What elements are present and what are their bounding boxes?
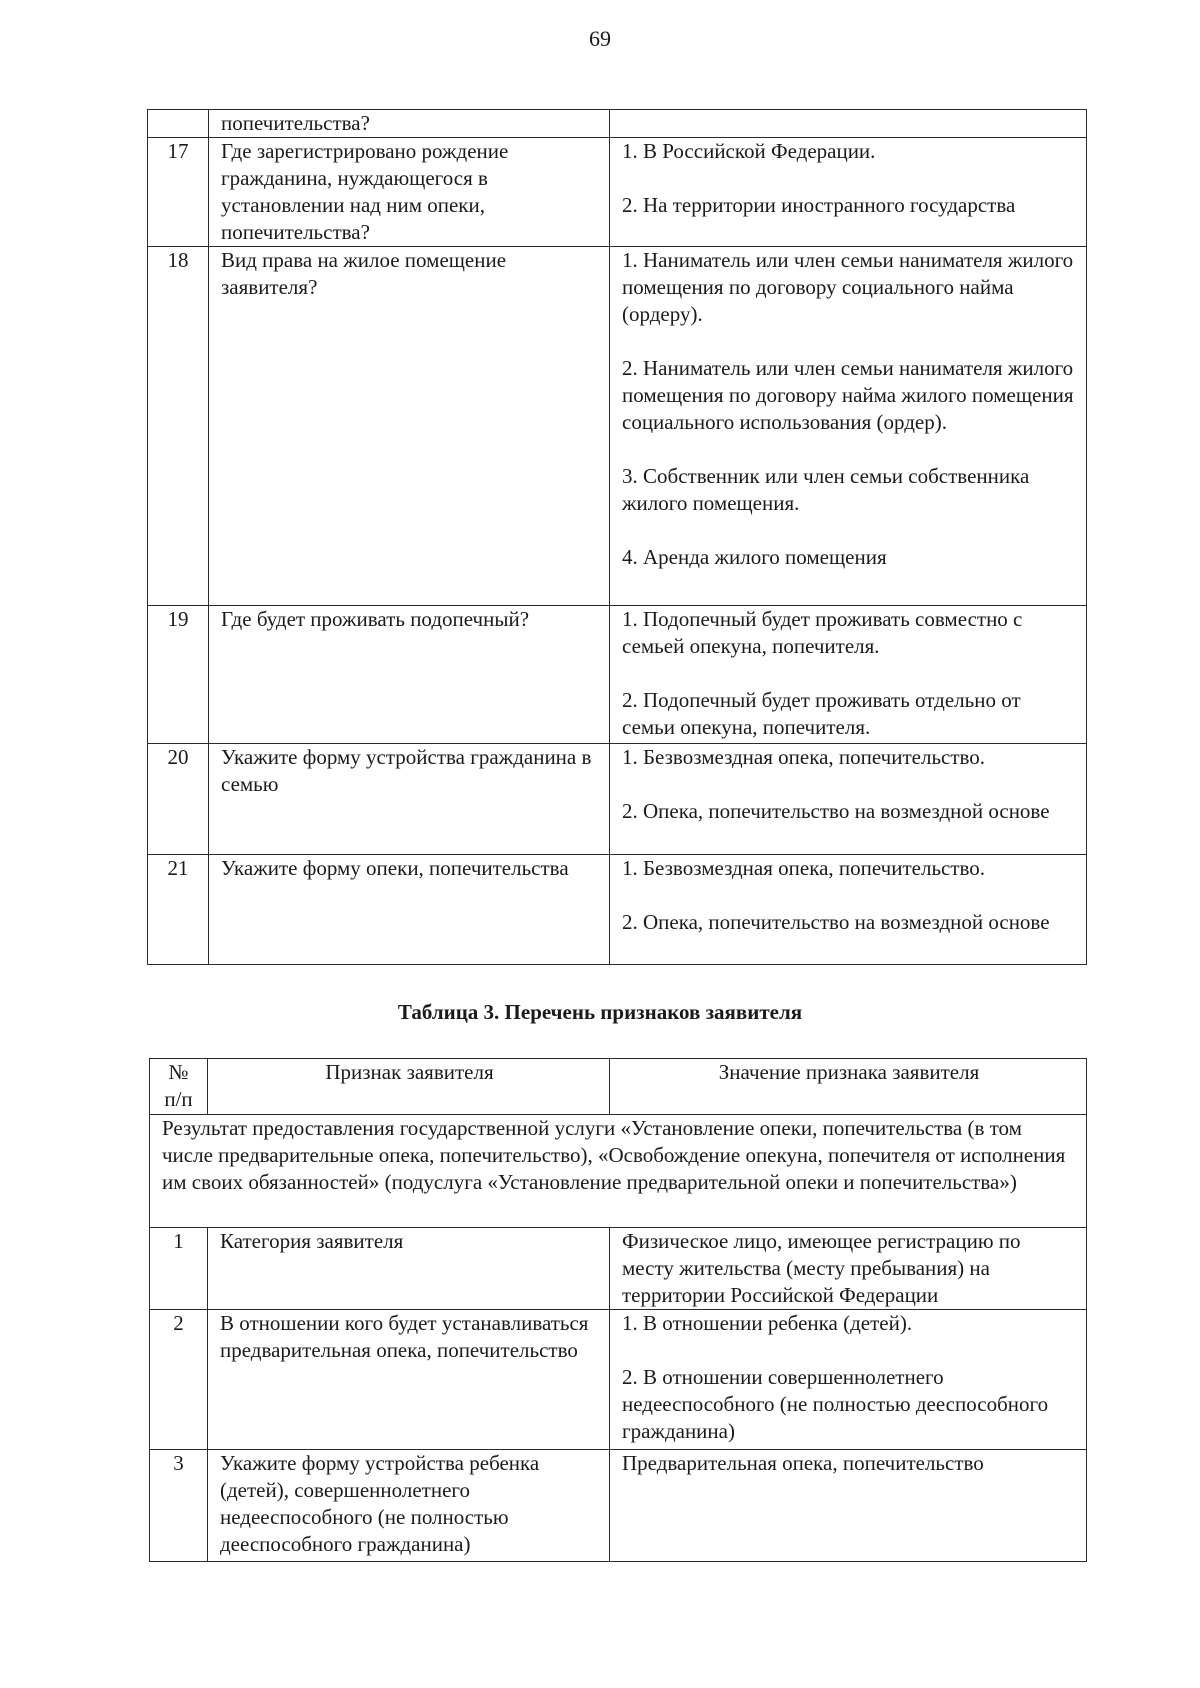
feature-cell: Категория заявителя — [208, 1228, 610, 1310]
row-number: 2 — [150, 1310, 208, 1450]
column-header-value: Значение признака заявителя — [610, 1059, 1087, 1115]
feature-cell: В отношении кого будет устанавливаться предварительная опека, попечительство — [208, 1310, 610, 1450]
value-cell: Физическое лицо, имеющее регистрацию по месту жительства (месту пребывания) на территории Российской Федерации — [610, 1228, 1087, 1310]
row-number: 19 — [148, 606, 209, 744]
question-cell: Где будет проживать подопечный? — [209, 606, 610, 744]
table-caption: Таблица 3. Перечень признаков заявителя — [397, 1000, 803, 1024]
row-number: 1 — [150, 1228, 208, 1310]
questions-table — [147, 109, 1087, 965]
row-number: 17 — [148, 138, 209, 247]
section-row — [150, 1115, 1087, 1228]
answer-cell: 1. Наниматель или член семьи нанимателя жилого помещения по договору социального найма (ордеру). 2. Наниматель или член семьи нанимателя жилого помещения по договору найма жилого помещения социального использования (ордер). 3. Собственник или член семьи собственника жилого помещения. 4. Аренда жилого помещения — [610, 247, 1087, 606]
question-cell: Укажите форму опеки, попечительства — [209, 855, 610, 965]
table-row — [150, 1450, 1087, 1562]
answer-cell: 1. В Российской Федерации. 2. На территории иностранного государства — [610, 138, 1087, 247]
question-cell: Где зарегистрировано рождение гражданина, нуждающегося в установлении над ним опеки, попечительства? — [209, 138, 610, 247]
column-header-feature: Признак заявителя — [208, 1059, 610, 1115]
answer-cell: 1. Безвозмездная опека, попечительство. 2. Опека, попечительство на возмездной основе — [610, 744, 1087, 855]
answer-cell: 1. Подопечный будет проживать совместно с семьей опекуна, попечителя. 2. Подопечный будет проживать отдельно от семьи опекуна, попечителя. — [610, 606, 1087, 744]
answer-cell: 1. Безвозмездная опека, попечительство. 2. Опека, попечительство на возмездной основе — [610, 855, 1087, 965]
table-row — [148, 247, 1087, 606]
feature-cell: Укажите форму устройства ребенка (детей), совершеннолетнего недееспособного (не полностью дееспособного гражданина) — [208, 1450, 610, 1562]
table-row — [148, 855, 1087, 965]
table-row — [150, 1228, 1087, 1310]
answer-cell — [610, 110, 1087, 138]
table-row — [148, 138, 1087, 247]
row-number: 20 — [148, 744, 209, 855]
row-number: 3 — [150, 1450, 208, 1562]
page-number: 69 — [589, 26, 611, 51]
row-number — [148, 110, 209, 138]
table-row — [150, 1310, 1087, 1450]
table-row — [148, 744, 1087, 855]
value-cell: 1. В отношении ребенка (детей). 2. В отношении совершеннолетнего недееспособного (не полностью дееспособного гражданина) — [610, 1310, 1087, 1450]
table-row — [148, 110, 1087, 138]
column-header-num: № п/п — [150, 1059, 208, 1115]
row-number: 18 — [148, 247, 209, 606]
row-number: 21 — [148, 855, 209, 965]
question-cell: попечительства? — [209, 110, 610, 138]
question-cell: Укажите форму устройства гражданина в семью — [209, 744, 610, 855]
table-row — [148, 606, 1087, 744]
value-cell: Предварительная опека, попечительство — [610, 1450, 1087, 1562]
applicant-features-table — [149, 1058, 1087, 1562]
question-cell: Вид права на жилое помещение заявителя? — [209, 247, 610, 606]
section-title: Результат предоставления государственной услуги «Установление опеки, попечительства (в том числе предварительные опека, попечительство), «Освобождение опекуна, попечителя от исполнения им своих обязанностей» (подуслуга «Установление предварительной опеки и попечительства») — [150, 1115, 1087, 1228]
header-row — [150, 1059, 1087, 1115]
